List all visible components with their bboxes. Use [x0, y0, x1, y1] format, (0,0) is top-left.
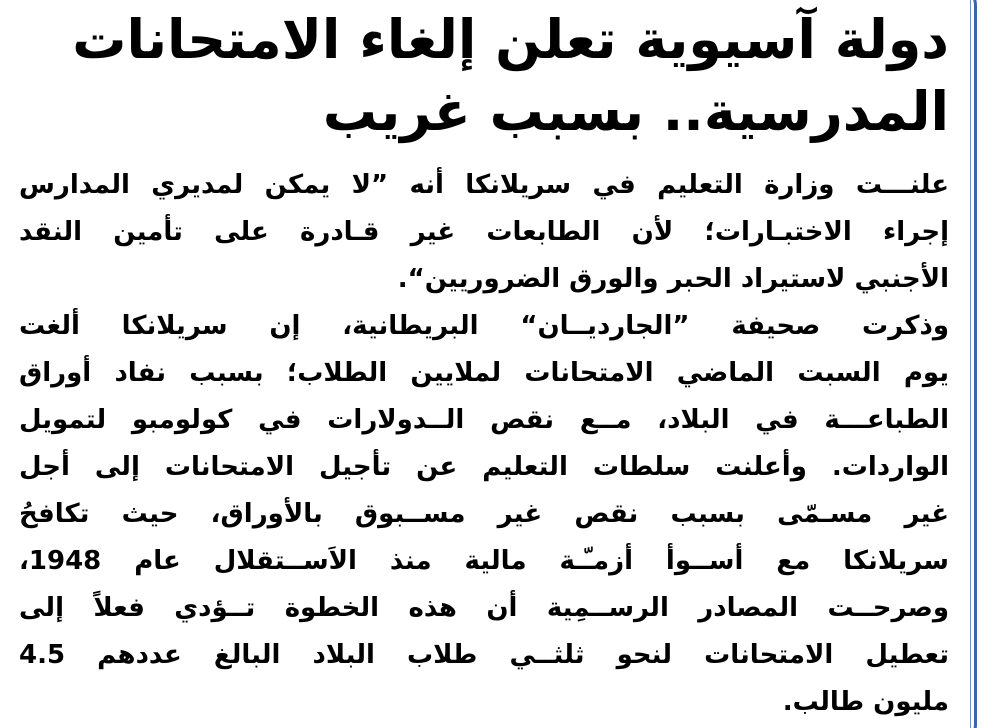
body-line-8: غير مسـمّى بسبب نقص غير مســبوق بالأوراق، حيث تكافحُ [19, 499, 949, 529]
body-line-6: الطباعـــة في البلاد، مــع نقص الــدولارات في كولومبو لتمويل [19, 405, 949, 435]
body-line-12: مليون طالب. [782, 687, 949, 717]
body-line-7: الواردات. وأعلنت سلطات التعليم عن تأجيل الامتحانات إلى أجل [19, 452, 949, 482]
body-line-11: تعطيل الامتحانات لنحو ثلثــي طلاب البلاد البالغ عددهم 4.5 [19, 640, 949, 670]
article-body [19, 162, 949, 726]
headline-line-2: المدرسية.. بسبب غريب [322, 80, 949, 143]
body-line-3: الأجنبي لاستيراد الحبر والورق الضروريين“. [397, 264, 949, 294]
body-line-2: إجراء الاختبـارات؛ لأن الطابعات غير قـادرة على تأمين النقد [19, 217, 949, 247]
body-line-10: وصرحــت المصادر الرســمِية أن هذه الخطوة تــؤدي فعلاً إلى [19, 593, 949, 623]
body-line-4: وذكرت صحيفة ”الجارديــان“ البريطانية، إن سريلانكا ألغت [19, 311, 949, 341]
body-line-9: سريلانكا مع أســوأ أزمـّـة مالية منذ الاَســتقلال عام 1948، [19, 546, 949, 576]
body-line-1: علنـــت وزارة التعليم في سريلانكا أنه ”لا يمكن لمديري المدارس [19, 170, 949, 200]
body-line-5: يوم السبت الماضي الامتحانات لملايين الطلاب؛ بسبب نفاد أوراق [19, 358, 949, 388]
headline [19, 4, 949, 148]
article [19, 4, 949, 726]
headline-line-1: دولة آسيوية تعلن إلغاء الامتحانات [72, 8, 949, 71]
